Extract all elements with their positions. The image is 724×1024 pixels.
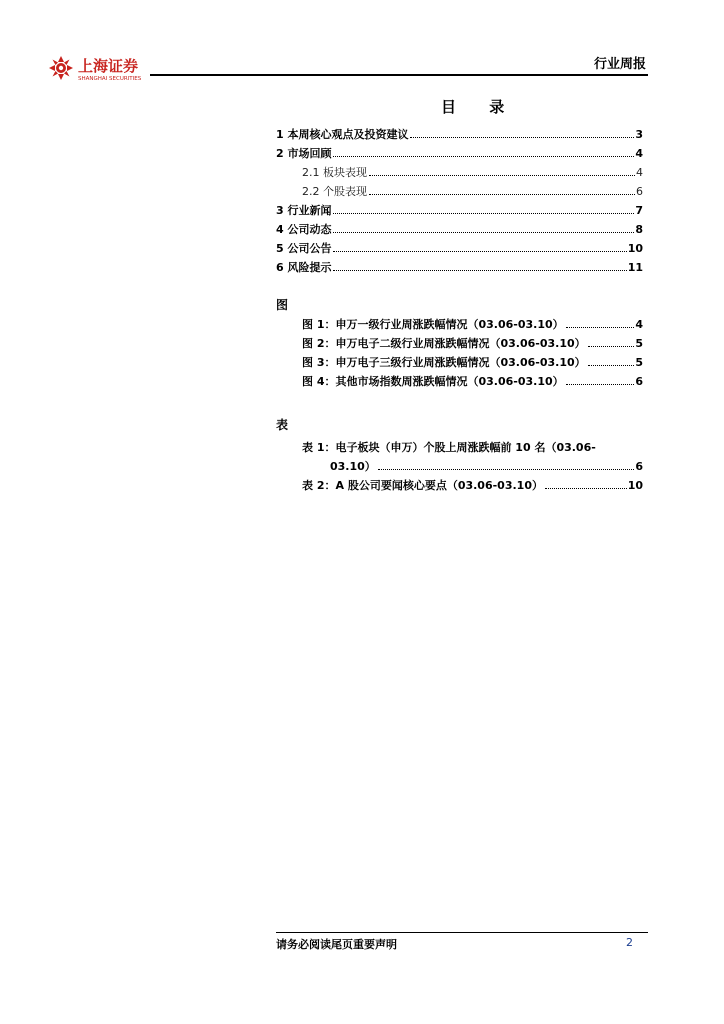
toc-entry-label: 4 公司动态	[276, 223, 332, 236]
logo-text-cn: 上海证券	[78, 57, 139, 75]
table-entry-2[interactable]	[302, 479, 643, 493]
table-entry-label-cont: 03.10）	[330, 460, 376, 473]
toc-entry-label: 5 公司公告	[276, 242, 332, 255]
toc-entry-2-2[interactable]	[302, 185, 643, 199]
toc-entry-page: 4	[635, 147, 643, 160]
leader-dots	[410, 137, 634, 138]
leader-dots	[333, 270, 626, 271]
leader-dots	[369, 194, 635, 195]
toc-entry-page: 4	[636, 166, 643, 179]
toc-entry-label: 1 本周核心观点及投资建议	[276, 128, 409, 141]
toc-entry-page: 11	[627, 261, 643, 274]
figure-entry-label: 图 1：申万一级行业周涨跌幅情况（03.06-03.10）	[302, 318, 564, 331]
leader-dots	[545, 488, 627, 489]
toc-entry-page: 6	[636, 185, 643, 198]
toc-entry-label: 2.2 个股表现	[302, 185, 367, 198]
leader-dots	[378, 469, 635, 470]
figure-entry-page: 4	[635, 318, 643, 331]
figure-entry-label: 图 2：申万电子二级行业周涨跌幅情况（03.06-03.10）	[302, 337, 586, 350]
toc-entry-5[interactable]	[276, 242, 643, 256]
toc-entry-label: 2.1 板块表现	[302, 166, 367, 179]
figure-entry-2[interactable]	[302, 337, 643, 351]
leader-dots	[369, 175, 635, 176]
leader-dots	[333, 156, 634, 157]
figure-entry-label: 图 4：其他市场指数周涨跌幅情况（03.06-03.10）	[302, 375, 564, 388]
table-entry-1-line2[interactable]	[330, 460, 643, 474]
table-entry-label: 表 1：电子板块（申万）个股上周涨跌幅前 10 名（03.06-	[302, 441, 596, 454]
table-entry-page: 6	[635, 460, 643, 473]
leader-dots	[333, 213, 634, 214]
leader-dots	[588, 346, 635, 347]
leader-dots	[566, 384, 635, 385]
leader-dots	[333, 251, 626, 252]
toc-entry-label: 2 市场回顾	[276, 147, 332, 160]
toc-entry-label: 6 风险提示	[276, 261, 332, 274]
toc-entry-label: 3 行业新闻	[276, 204, 332, 217]
company-logo	[48, 55, 148, 83]
disclaimer-note: 请务必阅读尾页重要声明	[276, 938, 397, 951]
leader-dots	[333, 232, 634, 233]
leader-dots	[588, 365, 635, 366]
figure-entry-page: 5	[635, 337, 643, 350]
logo-text-en: SHANGHAI SECURITIES	[78, 76, 142, 82]
tables-heading: 表	[276, 418, 289, 432]
table-entry-page: 10	[627, 479, 643, 492]
table-entry-1-line1[interactable]	[302, 441, 643, 455]
toc-entry-3[interactable]	[276, 204, 643, 218]
figure-entry-3[interactable]	[302, 356, 643, 370]
toc-entry-page: 10	[627, 242, 643, 255]
report-type-label: 行业周报	[593, 57, 646, 72]
toc-title: 目 录	[441, 98, 519, 116]
leader-dots	[566, 327, 635, 328]
page-header	[0, 0, 724, 82]
toc-entry-page: 8	[635, 223, 643, 236]
toc-entry-page: 3	[635, 128, 643, 141]
logo-emblem-icon	[48, 55, 74, 81]
figure-entry-4[interactable]	[302, 375, 643, 389]
footer-divider	[276, 932, 648, 933]
toc-entry-2-1[interactable]	[302, 166, 643, 180]
toc-entry-page: 7	[635, 204, 643, 217]
table-entry-label: 表 2：A 股公司要闻核心要点（03.06-03.10）	[302, 479, 543, 492]
header-divider	[150, 74, 648, 76]
figure-entry-page: 5	[635, 356, 643, 369]
toc-entry-4[interactable]	[276, 223, 643, 237]
figure-entry-1[interactable]	[302, 318, 643, 332]
figure-entry-page: 6	[635, 375, 643, 388]
toc-entry-2[interactable]	[276, 147, 643, 161]
figures-heading: 图	[276, 298, 289, 312]
toc-entry-6[interactable]	[276, 261, 643, 275]
figure-entry-label: 图 3：申万电子三级行业周涨跌幅情况（03.06-03.10）	[302, 356, 586, 369]
page-number: 2	[626, 936, 633, 949]
toc-entry-1[interactable]	[276, 128, 643, 142]
